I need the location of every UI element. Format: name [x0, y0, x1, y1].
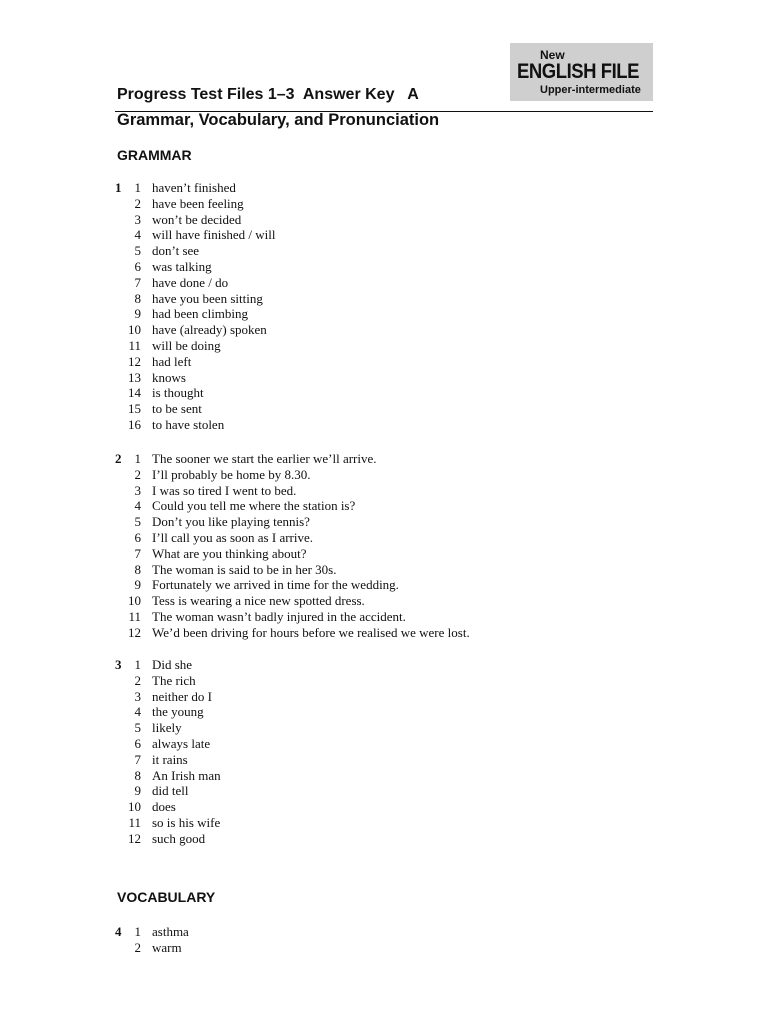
- item-answer: to be sent: [152, 401, 202, 417]
- item-number: 8: [134, 767, 141, 783]
- item-number: 14: [128, 385, 141, 401]
- logo-line-level: Upper-intermediate: [540, 84, 641, 96]
- item-answer: The woman wasn’t badly injured in the accident.: [152, 608, 406, 624]
- item-number: 5: [134, 514, 141, 530]
- item-number: 11: [128, 608, 141, 624]
- item-number: 13: [128, 369, 141, 385]
- item-answer: don’t see: [152, 243, 200, 259]
- item-answer: warm: [152, 939, 182, 955]
- item-number: 8: [134, 561, 141, 577]
- item-number: 1: [134, 451, 141, 466]
- item-answer: always late: [152, 735, 211, 751]
- item-number: 3: [134, 211, 141, 227]
- exercise-number: 1: [115, 180, 122, 195]
- item-number: 10: [128, 322, 141, 338]
- item-answer: the young: [152, 704, 204, 720]
- item-number: 6: [134, 258, 141, 274]
- item-number: 11: [128, 814, 141, 830]
- item-answer: won’t be decided: [152, 211, 242, 227]
- item-answer: knows: [152, 369, 186, 385]
- item-number: 12: [128, 624, 141, 640]
- item-number: 3: [134, 482, 141, 498]
- item-answer: is thought: [152, 385, 204, 401]
- item-number: 4: [134, 498, 141, 514]
- item-answer: Could you tell me where the station is?: [152, 498, 356, 514]
- item-number: 8: [134, 290, 141, 306]
- item-answer: We’d been driving for hours before we realised we were lost.: [152, 624, 470, 640]
- item-answer: Tess is wearing a nice new spotted dress.: [152, 593, 365, 609]
- item-number: 9: [134, 783, 141, 799]
- item-answer: The sooner we start the earlier we’ll arrive.: [152, 451, 377, 466]
- item-number: 2: [134, 672, 141, 688]
- item-answer: The woman is said to be in her 30s.: [152, 561, 337, 577]
- item-answer: had left: [152, 353, 192, 369]
- item-answer: to have stolen: [152, 416, 225, 432]
- item-answer: likely: [152, 720, 182, 736]
- item-number: 4: [134, 227, 141, 243]
- item-answer: have (already) spoken: [152, 322, 267, 338]
- item-number: 16: [128, 416, 141, 432]
- item-answer: Don’t you like playing tennis?: [152, 514, 310, 530]
- item-answer: does: [152, 799, 176, 815]
- item-answer: neither do I: [152, 688, 212, 704]
- item-number: 1: [134, 180, 141, 195]
- publisher-logo: [510, 43, 653, 101]
- item-number: 2: [134, 466, 141, 482]
- item-answer: have you been sitting: [152, 290, 263, 306]
- item-answer: haven’t finished: [152, 180, 236, 195]
- item-number: 7: [134, 545, 141, 561]
- item-number: 2: [134, 939, 141, 955]
- item-answer: was talking: [152, 258, 212, 274]
- logo-line-english-file: ENGLISH FILE: [517, 60, 640, 83]
- item-number: 9: [134, 306, 141, 322]
- item-answer: so is his wife: [152, 814, 221, 830]
- item-number: 5: [134, 243, 141, 259]
- item-number: 1: [134, 924, 141, 939]
- item-answer: I’ll call you as soon as I arrive.: [152, 529, 314, 545]
- item-answer: I’ll probably be home by 8.30.: [152, 466, 311, 482]
- item-answer: I was so tired I went to bed.: [152, 482, 297, 498]
- item-number: 11: [128, 337, 141, 353]
- item-answer: had been climbing: [152, 306, 249, 322]
- item-number: 10: [128, 593, 141, 609]
- item-number: 2: [134, 195, 141, 211]
- item-number: 7: [134, 274, 141, 290]
- section-heading-vocabulary: VOCABULARY: [117, 889, 216, 905]
- item-answer: The rich: [152, 672, 196, 688]
- item-number: 1: [134, 657, 141, 672]
- exercise-number: 4: [115, 924, 122, 939]
- item-answer: did tell: [152, 783, 189, 799]
- item-number: 4: [134, 704, 141, 720]
- item-answer: will have finished / will: [152, 227, 276, 243]
- item-number: 10: [128, 799, 141, 815]
- item-answer: have done / do: [152, 274, 229, 290]
- item-answer: it rains: [152, 751, 188, 767]
- item-number: 9: [134, 577, 141, 593]
- item-answer: What are you thinking about?: [152, 545, 307, 561]
- item-number: 12: [128, 830, 141, 846]
- item-number: 6: [134, 529, 141, 545]
- logo-line-new: New: [540, 48, 565, 62]
- item-answer: asthma: [152, 924, 189, 939]
- item-answer: such good: [152, 830, 206, 846]
- item-answer: Fortunately we arrived in time for the wedding.: [152, 577, 399, 593]
- item-number: 15: [128, 401, 141, 417]
- exercise-number: 3: [115, 657, 122, 672]
- item-number: 3: [134, 688, 141, 704]
- item-answer: have been feeling: [152, 195, 244, 211]
- item-answer: Did she: [152, 657, 193, 672]
- item-number: 5: [134, 720, 141, 736]
- item-number: 7: [134, 751, 141, 767]
- item-number: 12: [128, 353, 141, 369]
- document-title: Progress Test Files 1–3 Answer Key A: [117, 86, 419, 103]
- item-number: 6: [134, 735, 141, 751]
- document-subtitle: Grammar, Vocabulary, and Pronunciation: [117, 111, 440, 129]
- section-heading-grammar: GRAMMAR: [117, 147, 192, 163]
- item-answer: An Irish man: [152, 767, 221, 783]
- exercise-number: 2: [115, 451, 122, 466]
- item-answer: will be doing: [152, 337, 221, 353]
